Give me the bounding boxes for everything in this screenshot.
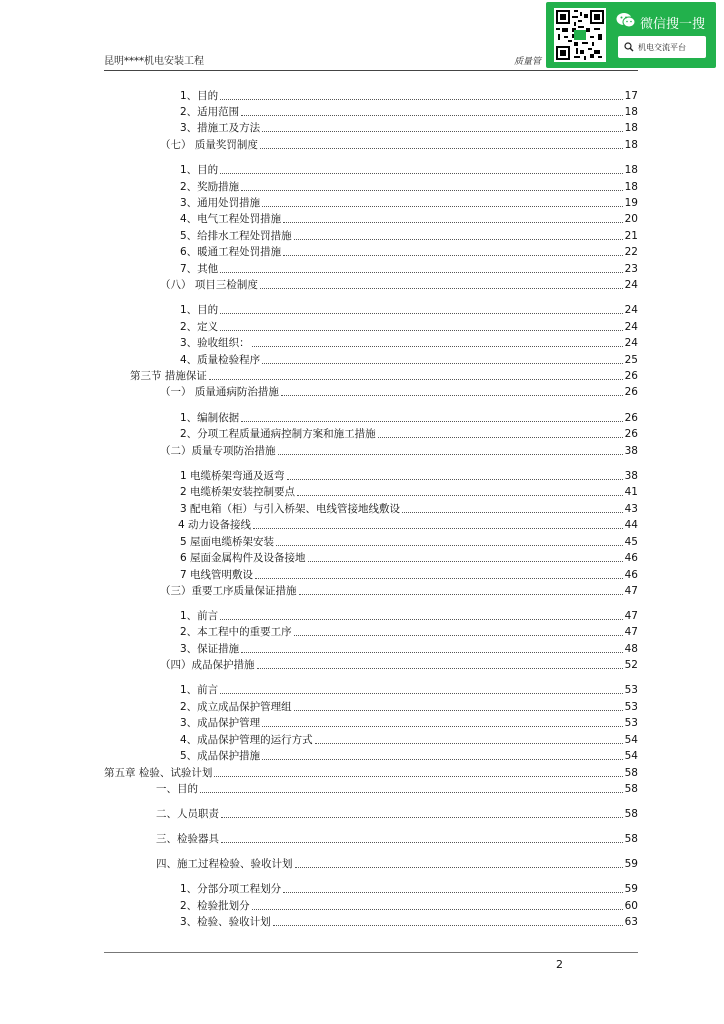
- toc-entry[interactable]: 2、成立成品保护管理组 53: [180, 701, 638, 713]
- toc-entry[interactable]: （八） 项目三检制度 24: [160, 279, 638, 291]
- toc-entry[interactable]: 1、前言 47: [180, 610, 638, 622]
- toc-entry[interactable]: 1、目的 17: [180, 90, 638, 102]
- badge-title: [616, 12, 705, 32]
- toc-entry[interactable]: 3 配电箱（柜）与引入桥架、电线管接地线敷设 43: [180, 503, 638, 515]
- toc-entry[interactable]: 4、质量检验程序 25: [180, 354, 638, 366]
- qr-code-icon: [554, 8, 606, 62]
- toc-entry[interactable]: 7、其他 23: [180, 263, 638, 275]
- toc-entry[interactable]: 2、适用范围 18: [180, 106, 638, 118]
- toc-entry[interactable]: 5 屋面电缆桥架安装 45: [180, 536, 638, 548]
- toc-entry[interactable]: 2、定义 24: [180, 321, 638, 333]
- toc-entry[interactable]: （七） 质量奖罚制度 18: [160, 139, 638, 151]
- toc-entry[interactable]: 4、电气工程处罚措施 20: [180, 213, 638, 225]
- toc-entry[interactable]: 7 电线管明敷设 46: [180, 569, 638, 581]
- toc-entry[interactable]: 2、检验批划分 60: [180, 900, 638, 912]
- toc-entry[interactable]: 4、成品保护管理的运行方式 54: [180, 734, 638, 746]
- toc-entry[interactable]: 二、人员职责 58: [156, 808, 638, 820]
- toc-entry[interactable]: 1、目的 24: [180, 304, 638, 316]
- toc-entry[interactable]: 6、暖通工程处罚措施 22: [180, 246, 638, 258]
- badge-title-text: 微信搜一搜: [640, 16, 706, 32]
- toc-entry[interactable]: 2、本工程中的重要工序 47: [180, 626, 638, 638]
- toc-entry[interactable]: 2、分项工程质量通病控制方案和施工措施 26: [180, 428, 638, 440]
- toc-entry[interactable]: 三、检验器具 58: [156, 833, 638, 845]
- header-divider: [104, 70, 638, 71]
- toc-entry[interactable]: 3、成品保护管理 53: [180, 717, 638, 729]
- badge-search-box[interactable]: [618, 36, 706, 58]
- toc-entry[interactable]: 2 电缆桥架安装控制要点 41: [180, 486, 638, 498]
- toc-entry[interactable]: 1、前言 53: [180, 684, 638, 696]
- toc-entry[interactable]: 3、保证措施 48: [180, 643, 638, 655]
- page-number: 2: [556, 958, 563, 971]
- toc-entry[interactable]: （三）重要工序质量保证措施 47: [160, 585, 638, 597]
- toc-entry[interactable]: 第三节 措施保证 26: [130, 370, 638, 382]
- toc-entry[interactable]: 1、编制依据 26: [180, 412, 638, 424]
- toc-entry[interactable]: 1 电缆桥架弯通及返弯 38: [180, 470, 638, 482]
- toc-entry[interactable]: 一、目的 58: [156, 783, 638, 795]
- header-section-label: 质量管: [514, 57, 542, 67]
- toc-entry[interactable]: 5、成品保护措施 54: [180, 750, 638, 762]
- toc-entry[interactable]: 四、施工过程检验、验收计划 59: [156, 858, 638, 870]
- toc-entry[interactable]: 2、奖励措施 18: [180, 181, 638, 193]
- footer-divider: [104, 952, 638, 953]
- toc-entry[interactable]: （二）质量专项防治措施 38: [160, 445, 638, 457]
- toc-entry[interactable]: 第五章 检验、试验计划 58: [104, 767, 638, 779]
- wechat-search-badge[interactable]: [546, 2, 716, 68]
- toc-entry[interactable]: 1、分部分项工程划分 59: [180, 883, 638, 895]
- toc-entry[interactable]: 4 动力设备接线 44: [178, 519, 638, 531]
- toc-entry[interactable]: 3、验收组织： 24: [180, 337, 638, 349]
- toc-entry[interactable]: 5、给排水工程处罚措施 21: [180, 230, 638, 242]
- toc-entry[interactable]: （四）成品保护措施 52: [160, 659, 638, 671]
- toc-entry[interactable]: 6 屋面金属构件及设备接地 46: [180, 552, 638, 564]
- header-title: 昆明****机电安装工程: [104, 56, 204, 67]
- toc-entry[interactable]: 3、措施工及方法 18: [180, 122, 638, 134]
- toc-entry[interactable]: 3、通用处罚措施 19: [180, 197, 638, 209]
- toc-entry[interactable]: 3、检验、验收计划 63: [180, 916, 638, 928]
- toc-entry[interactable]: （一） 质量通病防治措施 26: [160, 386, 638, 398]
- wechat-chat-icon: [616, 12, 636, 32]
- search-icon: [624, 42, 634, 52]
- toc-entry[interactable]: 1、目的 18: [180, 164, 638, 176]
- badge-search-text: 机电交流平台: [638, 42, 686, 52]
